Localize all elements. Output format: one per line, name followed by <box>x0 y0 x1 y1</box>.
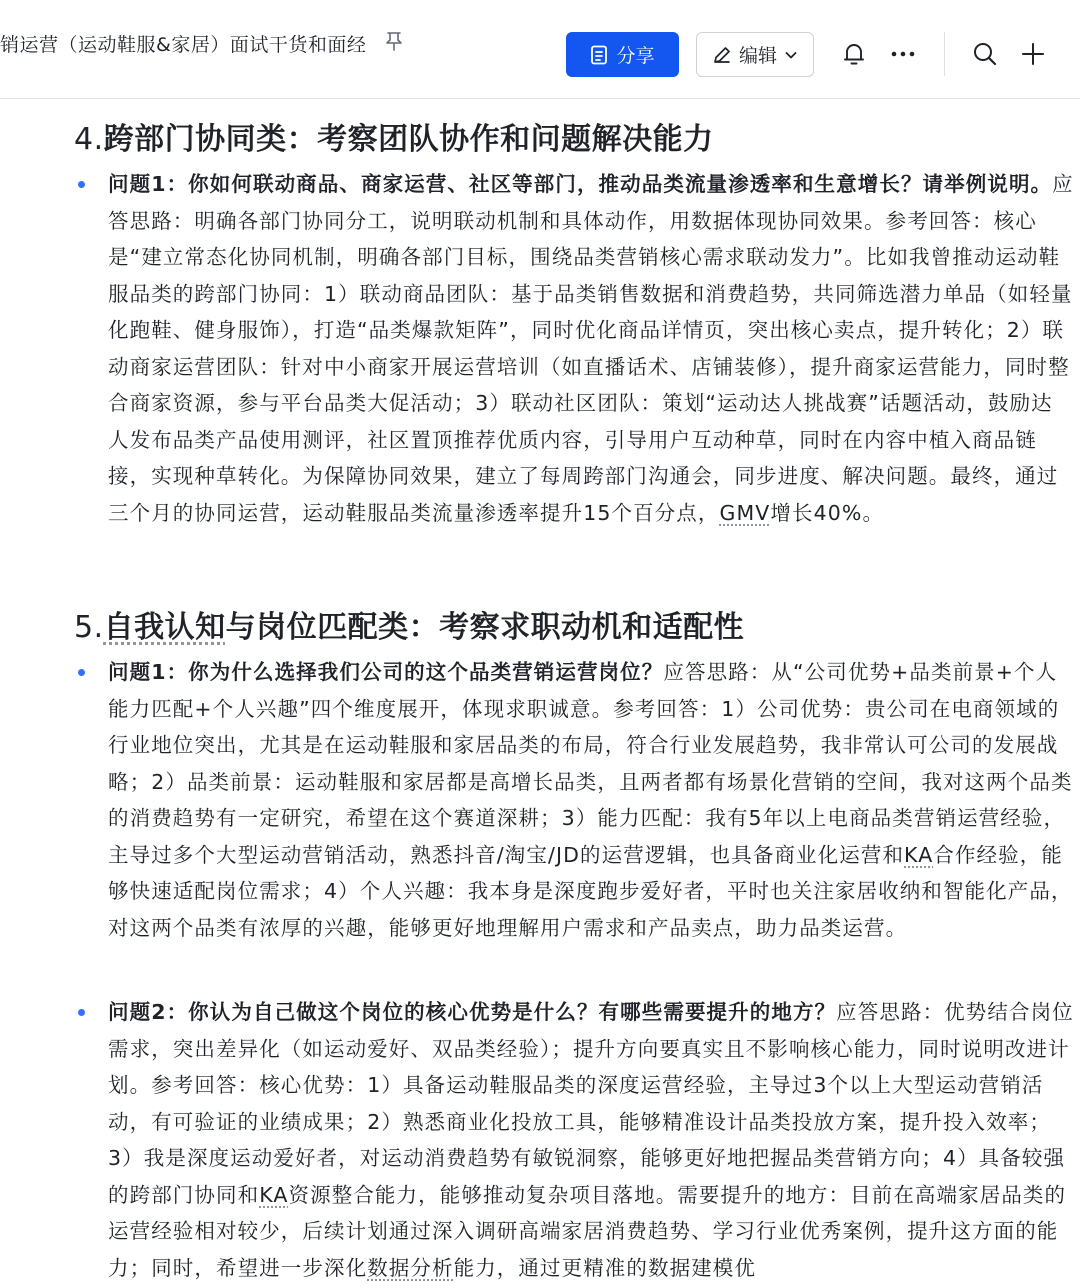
answer-text: 应答思路：从“公司优势+品类前景+个人能力匹配+个人兴趣”四个维度展开，体现求职诚意。参考回答：1）公司优势：贵公司在电商领域的行业地位突出，尤其是在运动鞋服和家居品类的布局，符合行业发展趋势，我非常认可公司的发展战略；2）品类前景：运动鞋服和家居都是高增长品类，且两者都有场景化营销的空间，我对这两个品类的消费趋势有一定研究，希望在这个赛道深耕；3）能力匹配：我有5年以上电商品类营销运营经验，主导过多个大型运动营销活动，熟悉抖音/淘宝/JD的运营逻辑，也具备商业化运营和 <box>108 660 1073 867</box>
term-link[interactable]: KA <box>904 842 934 867</box>
plus-icon <box>1021 42 1045 66</box>
section-heading-5 <box>74 602 744 646</box>
notification-button[interactable] <box>836 36 872 72</box>
section-heading-4 <box>74 114 714 158</box>
edit-button-label: 编辑 <box>738 45 777 67</box>
search-icon <box>972 41 998 67</box>
section-title: 跨部门协同类：考察团队协作和问题解决能力 <box>103 122 714 157</box>
more-icon <box>890 50 916 58</box>
edit-button[interactable] <box>696 32 814 77</box>
more-button[interactable] <box>885 36 921 72</box>
pin-icon[interactable] <box>385 30 403 52</box>
chevron-down-icon <box>784 48 798 62</box>
answer-text: 合作经验，能够快速适配岗位需求；4）个人兴趣：我本身是深度跑步爱好者，平时也关注家居收纳和智能化产品，对这两个品类有浓厚的兴趣，能够更好地理解用户需求和产品卖点，助力品类运营。 <box>108 842 1073 940</box>
section-number: 5. <box>74 610 104 645</box>
share-button[interactable] <box>566 32 679 77</box>
answer-text: 资源整合能力，能够推动复杂项目落地。需要提升的地方：目前在高端家居品类的运营经验相对较少，后续计划通过深入调研高端家居消费趋势、学习行业优秀案例，提升这方面的能力；同时，希望进一步深化 <box>108 1182 1067 1280</box>
bullet-dot <box>78 1009 85 1016</box>
top-toolbar <box>0 0 1080 99</box>
bullet-dot <box>78 669 85 676</box>
toolbar-divider <box>944 32 945 76</box>
term-link[interactable]: 数据分析 <box>367 1255 454 1280</box>
answer-text: 能力，通过更精准的数据建模优 <box>453 1255 757 1280</box>
answer-text: 应答思路：优势结合岗位需求，突出差异化（如运动爱好、双品类经验）；提升方向要真实且不影响核心能力，同时说明改进计划。参考回答：核心优势：1）具备运动鞋服品类的深度运营经验，主导过3个以上大型运动营销活动，有可验证的业绩成果；2）熟悉商业化投放工具，能够精准设计品类投放方案，提升投入效率；3）我是深度运动爱好者，对运动消费趋势有敏锐洞察，能够更好地把握品类营销方向；4）具备较强的跨部门协同和 <box>108 1000 1074 1207</box>
question-text: 问题1：你如何联动商品、商家运营、社区等部门，推动品类流量渗透率和生意增长？请举例说明。 <box>108 172 1053 196</box>
list-item-text <box>108 166 1074 531</box>
share-doc-icon <box>590 45 608 65</box>
question-text: 问题2：你认为自己做这个岗位的核心优势是什么？有哪些需要提升的地方？ <box>108 1000 837 1024</box>
bell-icon <box>842 41 866 67</box>
pencil-icon <box>712 45 732 65</box>
term-link[interactable]: GMV <box>719 500 771 525</box>
section-title: 与岗位匹配类：考察求职动机和适配性 <box>225 610 745 645</box>
doc-title[interactable]: 销运营（运动鞋服&家居）面试干货和面经 <box>0 34 367 56</box>
term-link[interactable]: KA <box>259 1182 289 1207</box>
bullet-dot <box>78 181 85 188</box>
search-button[interactable] <box>967 36 1003 72</box>
answer-text: 增长40%。 <box>770 500 885 525</box>
section-number: 4. <box>74 122 104 157</box>
answer-text: 应答思路：明确各部门协同分工，说明联动机制和具体动作，用数据体现协同效果。参考回答：核心是“建立常态化协同机制，明确各部门目标，围绕品类营销核心需求联动发力”。比如我曾推动运动鞋服品类的跨部门协同：1）联动商品团队：基于品类销售数据和消费趋势，共同筛选潜力单品（如轻量化跑鞋、健身服饰），打造“品类爆款矩阵”，同时优化商品详情页，突出核心卖点，提升转化；2）联动商家运营团队：针对中小商家开展运营培训（如直播话术、店铺装修），提升商家运营能力，同时整合商家资源，参与平台品类大促活动；3）联动社区团队：策划“运动达人挑战赛”话题活动，鼓励达人发布品类产品使用测评，社区置顶推荐优质内容，引导用户互动种草，同时在内容中植入商品链接，实现种草转化。为保障协同效果，建立了每周跨部门沟通会，同步进度、解决问题。最终，通过三个月的协同运营，运动鞋服品类流量渗透率提升15个百分点， <box>108 172 1074 525</box>
list-item-text <box>108 654 1074 946</box>
add-button[interactable] <box>1015 36 1051 72</box>
list-item-text <box>108 994 1074 1286</box>
question-text: 问题1：你为什么选择我们公司的这个品类营销运营岗位？ <box>108 660 664 684</box>
section-title-term[interactable]: 自我认知 <box>103 610 226 645</box>
share-button-label: 分享 <box>616 45 655 67</box>
